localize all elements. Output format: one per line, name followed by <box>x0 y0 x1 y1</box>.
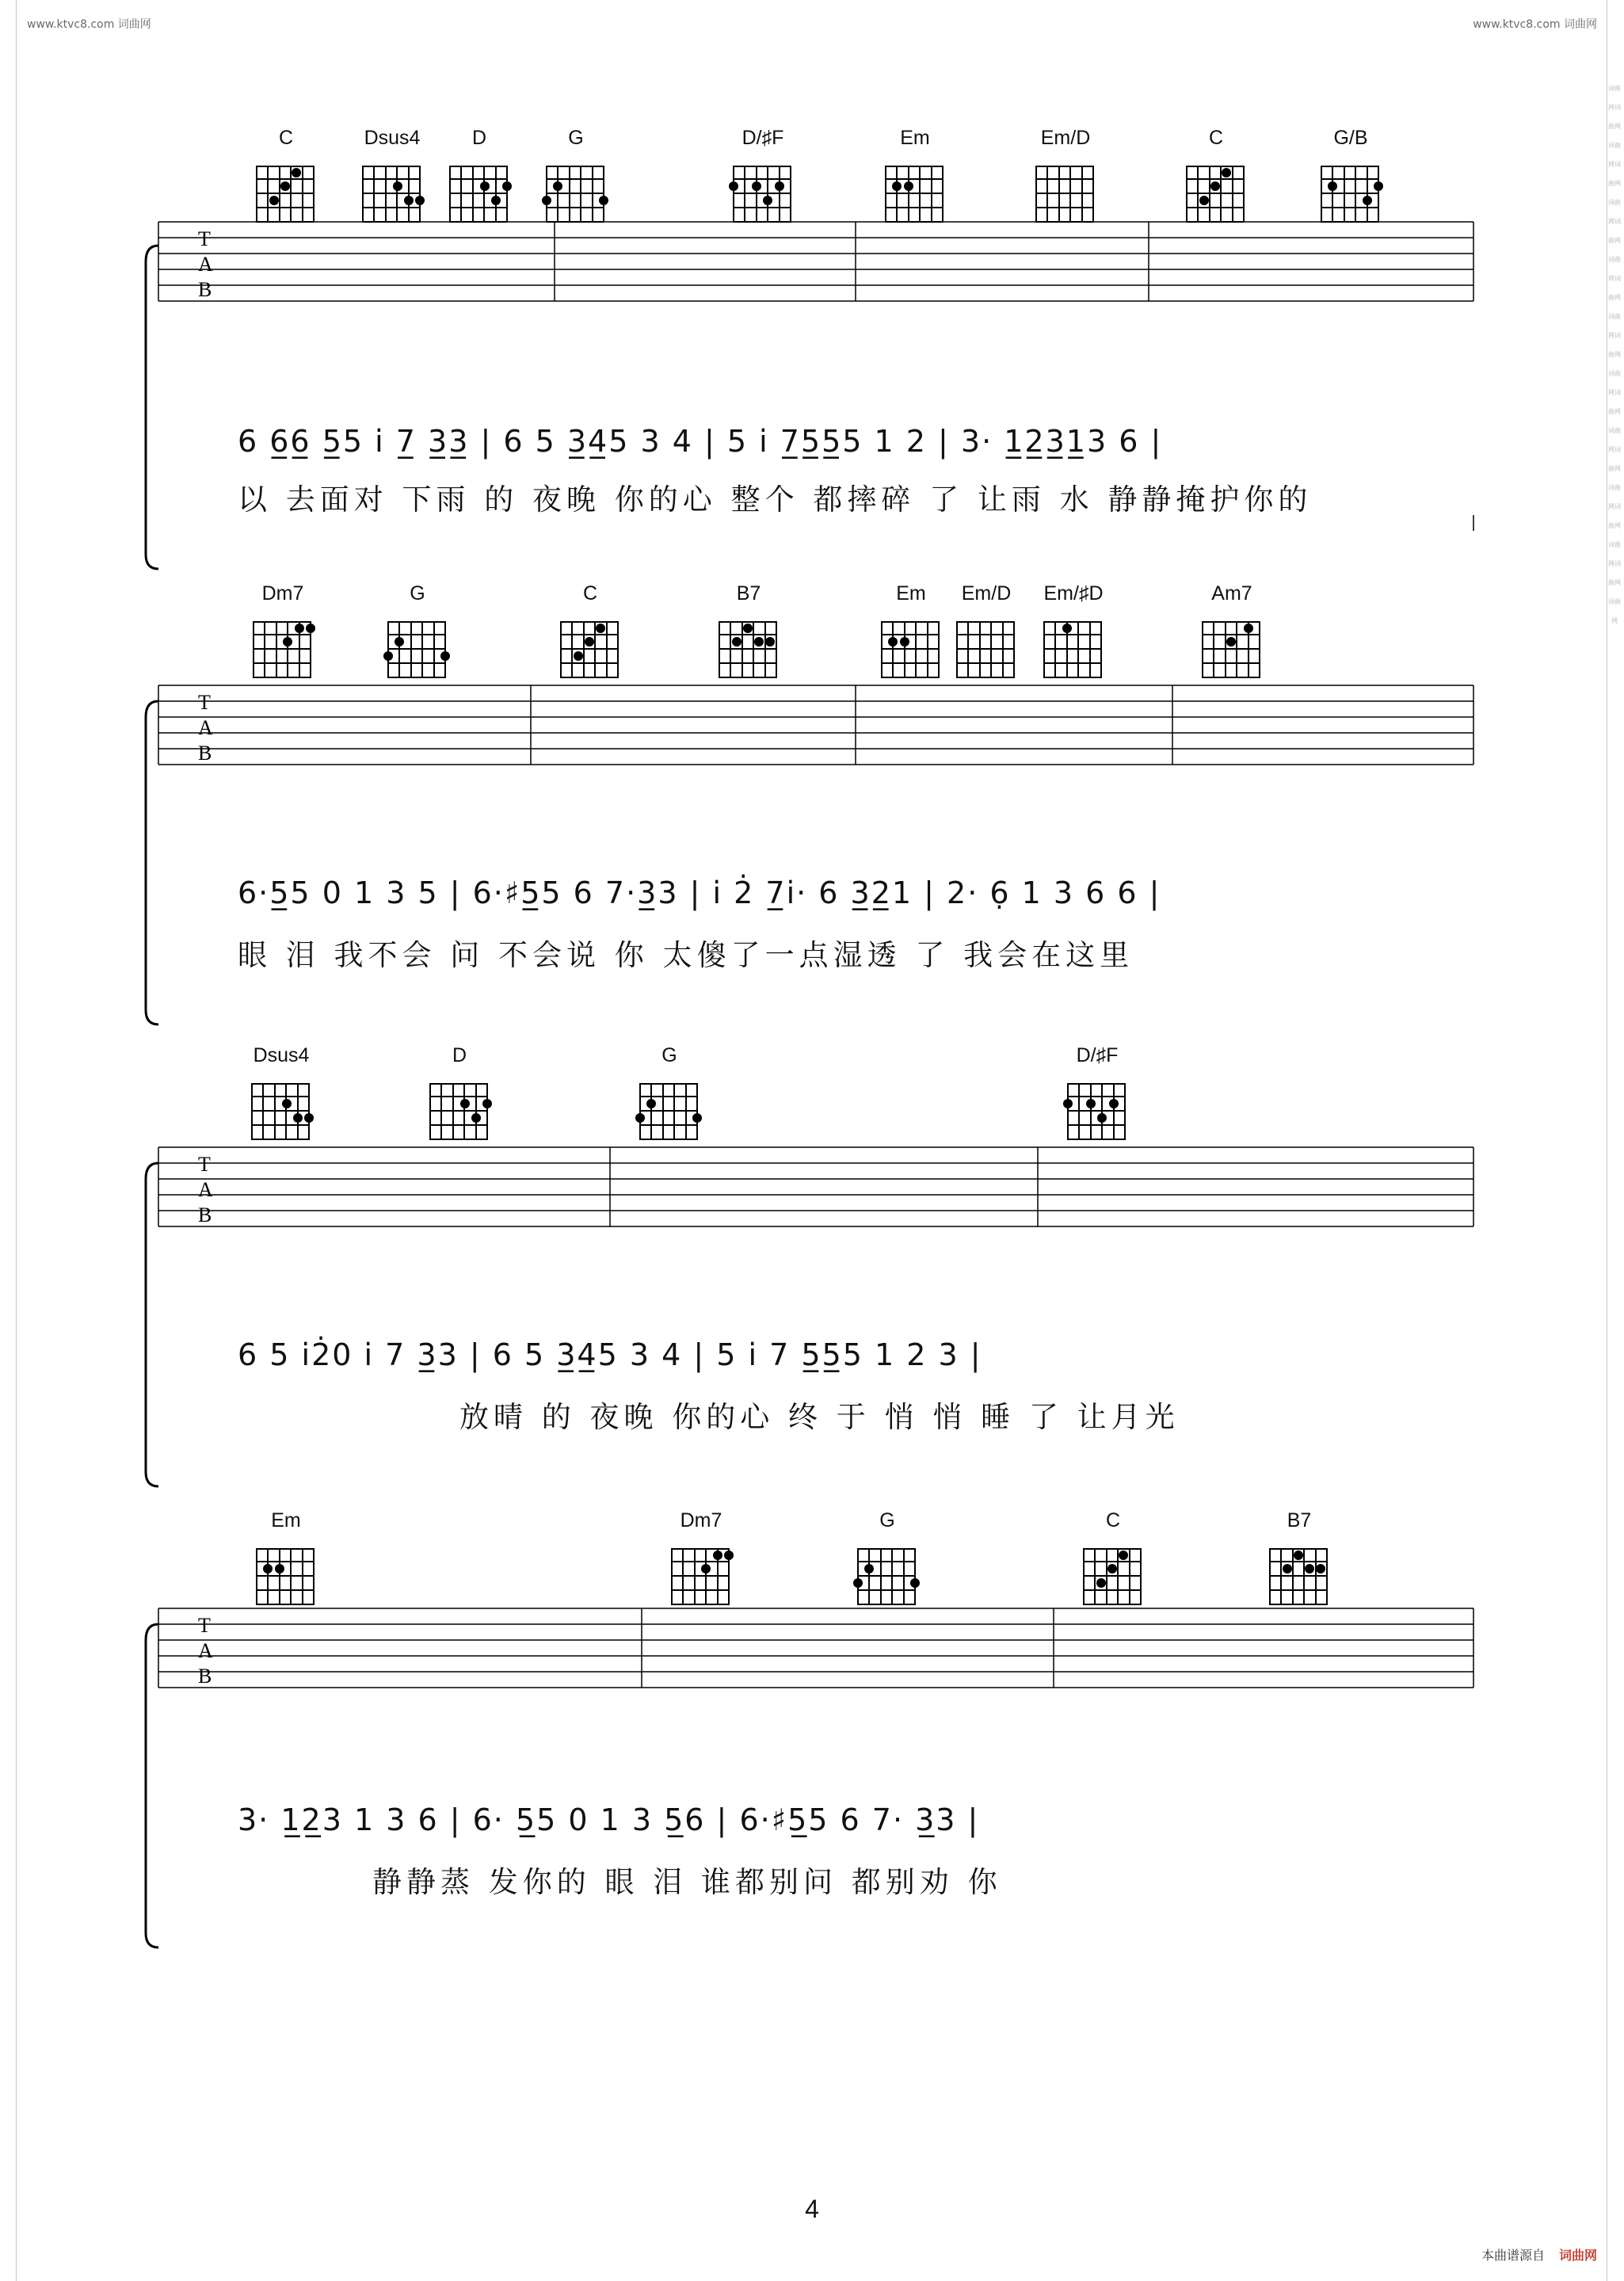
chord-name: C <box>1105 1509 1121 1531</box>
chord-diagram <box>382 582 453 693</box>
chord-name: B7 <box>1287 1509 1312 1531</box>
lyrics-line: 放晴 的 夜晚 你的心 终 于 悄 悄 睡 了 让月光 <box>459 1400 1180 1434</box>
svg-text:A: A <box>198 1178 213 1201</box>
chord-name: Dm7 <box>261 582 304 605</box>
chord-name: D <box>452 1044 467 1066</box>
chord-diagram <box>634 1044 705 1155</box>
chord-diagram <box>247 582 318 693</box>
chord-name: D/♯F <box>741 127 784 149</box>
svg-text:T: T <box>198 227 211 250</box>
chord-diagram <box>1062 1044 1133 1155</box>
chord-name: G <box>661 1044 677 1066</box>
lyrics-line: 以 去面对 下雨 的 夜晚 你的心 整个 都摔碎 了 让雨 水 静静掩护你的 <box>238 483 1313 517</box>
svg-text:B: B <box>198 278 212 301</box>
jianpu-notation-line: 6·5̲5 0 1 3 5 | 6·♯5̲5 6 7·3̲3 | i̇ 2̇ 7̲i̇· 6 3̲2̲1 | 2· 6̣ 1 3 6 6 | <box>238 875 1161 910</box>
chord-diagram <box>951 582 1022 693</box>
chord-name: Em <box>271 1509 301 1531</box>
chord-name: Em/D <box>961 582 1012 605</box>
chord-diagram <box>246 1044 317 1155</box>
chord-name: C <box>1208 127 1224 149</box>
svg-text:A: A <box>198 716 213 739</box>
chord-diagram <box>1196 582 1268 693</box>
chord-name: B7 <box>736 582 761 605</box>
side-watermark: 词曲网词曲网词曲网词曲网词曲网词曲网词曲网词曲网词曲网词曲网词曲网词曲网词曲网词曲网词曲网词曲网词曲网词曲网词曲网 <box>1608 85 1621 624</box>
svg-text:B: B <box>198 742 212 765</box>
footer-source <box>1481 2245 1597 2264</box>
svg-text:B: B <box>198 1203 212 1226</box>
svg-text:T: T <box>198 1614 211 1637</box>
chord-name: D/♯F <box>1076 1044 1119 1066</box>
site-header-left: www.ktvc8.com 词曲网 <box>27 18 151 31</box>
footer-text: 本曲谱源自 <box>1481 2249 1545 2263</box>
chord-name: Em/D <box>1040 127 1091 149</box>
chord-diagram <box>1038 582 1109 693</box>
chord-name: Em <box>900 127 930 149</box>
chord-name: C <box>582 582 598 605</box>
guitar-tab-staff <box>143 677 1489 1058</box>
page-number: 4 <box>805 2195 819 2223</box>
jianpu-notation-line: 3· 1̲2̲3 1 3 6 | 6· 5̲5 0 1 3 5̲6 | 6·♯5̲5 6 7· 3̲3 | <box>238 1802 980 1837</box>
page-border-left <box>16 0 17 2281</box>
chord-name: Am7 <box>1211 582 1252 605</box>
svg-text:T: T <box>198 691 211 714</box>
chord-name: D <box>471 127 487 149</box>
chord-name: Dsus4 <box>364 127 421 149</box>
chord-name: G <box>410 582 425 605</box>
chord-name: Em/♯D <box>1043 582 1104 605</box>
jianpu-notation-line: 6 6̲6̲ 5̲5 i̇ 7̲ 3̲3̲ | 6 5 3̲4̲5 3 4 | 5 i̇ 7̲5̲5̲5 1 2 | 3· 1̲2̲3̲1̲3 6 | <box>238 424 1163 459</box>
chord-name: Dm7 <box>680 1509 722 1531</box>
chord-name: Dsus4 <box>253 1044 310 1066</box>
jianpu-notation-line: 6 5 i̇2̇0 i̇ 7 3̲3 | 6 5 3̲4̲5 3 4 | 5 i̇ 7 5̲5̲5 1 2 3 | <box>238 1337 982 1372</box>
chord-name: Em <box>896 582 926 605</box>
chord-name: G <box>568 127 584 149</box>
chord-name: G <box>879 1509 895 1531</box>
lyrics-line: 眼 泪 我不会 问 不会说 你 太傻了一点湿透 了 我会在这里 <box>238 938 1134 972</box>
site-header-right: www.ktvc8.com 词曲网 <box>1473 18 1597 31</box>
svg-text:A: A <box>198 1639 213 1662</box>
guitar-tab-staff <box>143 214 1489 610</box>
svg-text:T: T <box>198 1153 211 1176</box>
chord-diagram <box>875 582 947 693</box>
chord-name: G/B <box>1333 127 1368 149</box>
chord-name: C <box>278 127 294 149</box>
footer-brand: 词曲网 <box>1558 2249 1597 2263</box>
svg-text:B: B <box>198 1665 212 1688</box>
chord-diagram <box>555 582 626 693</box>
lyrics-line: 静静蒸 发你的 眼 泪 谁都别问 都别劝 你 <box>372 1865 1002 1899</box>
guitar-tab-staff <box>143 1139 1489 1520</box>
chord-diagram <box>713 582 784 693</box>
chord-diagram <box>424 1044 495 1155</box>
guitar-tab-staff <box>143 1600 1489 1981</box>
svg-text:A: A <box>198 253 213 276</box>
